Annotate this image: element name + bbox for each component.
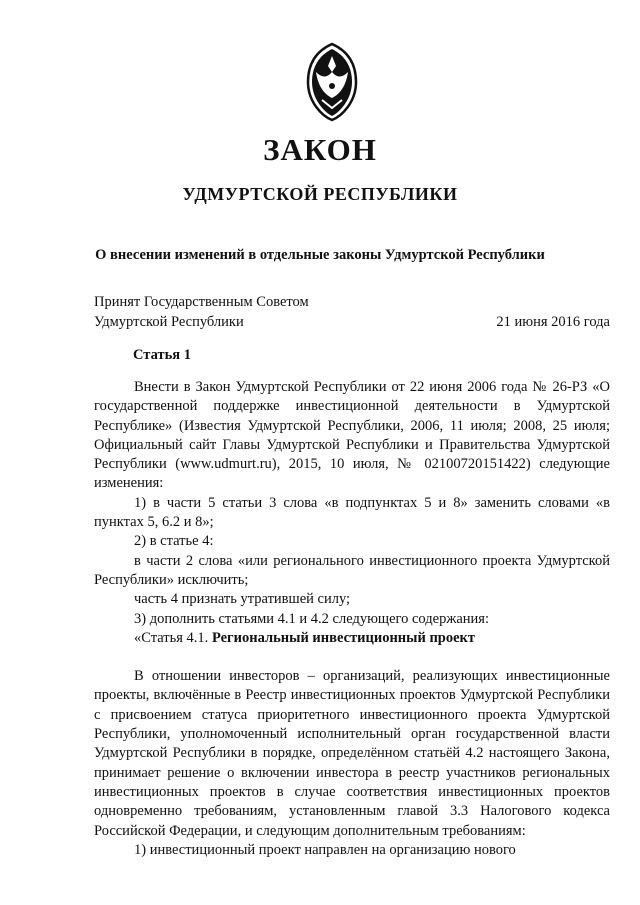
paragraph: Внести в Закон Удмуртской Республики от 22 июня 2006 года № 26-РЗ «О государственной поддержке инвестиционной деятельности в Удмуртской Республике» (Известия Удмуртской Республики, 2006, 11 июля; 2008, 25 июля; Официальный сайт Главы Удмуртской Республики и Правительства Удмуртской Республики (www.udmurt.ru), 2015, 10 июля, № 02100720151422) следующие изменения: [94, 379, 610, 492]
paragraph: 1) в части 5 статьи 3 слова «в подпунктах 5 и 8» заменить словами «в пунктах 5, 6.2 и 8»; [94, 494, 610, 531]
new-article-heading [94, 629, 610, 648]
article-body [94, 378, 610, 860]
paragraph: В отношении инвесторов – организаций, реализующих инвестиционные проекты, включённые в Реестр инвестиционных проектов Удмуртской Республики с присвоением статуса приоритетного инвестиционного проекта Удмуртской Республики, уполномоченный исполнительный орган государственной власти Удмуртской Республики в порядке, определённом статьёй 4.2 настоящего Закона, принимает решение о включении инвестора в реестр участников региональных инвестиционных проектов в случае соответствия инвестиционных проектов одновременно требованиям, установленным главой 3.3 Налогового кодекса Российской Федерации, и следующим дополнительным требованиям: [94, 668, 610, 839]
adoption-info [94, 293, 610, 332]
adopted-line-2: Удмуртской Республики [94, 313, 244, 330]
law-name: О внесении изменений в отдельные законы Удмуртской Республики [95, 247, 545, 263]
paragraph: в части 2 слова «или регионального инвестиционного проекта Удмуртской Республики» исключить; [94, 552, 610, 588]
spacer [94, 648, 610, 667]
udmurt-coat-of-arms-icon [300, 42, 364, 122]
new-article-prefix: «Статья 4.1. [134, 629, 209, 646]
document-title: ЗАКОН [263, 132, 377, 167]
adopted-line-1: Принят Государственным Советом [94, 294, 309, 310]
paragraph: часть 4 признать утратившей силу; [134, 591, 351, 608]
adopted-line-2-row [94, 313, 610, 333]
paragraph: 2) в статье 4: [134, 533, 214, 550]
document-subtitle: УДМУРТСКОЙ РЕСПУБЛИКИ [182, 184, 458, 204]
article-title: Статья 1 [133, 347, 191, 363]
paragraph: 1) инвестиционный проект направлен на организацию нового [134, 841, 516, 858]
paragraph: 3) дополнить статьями 4.1 и 4.2 следующего содержания: [134, 610, 489, 627]
new-article-title: Региональный инвестиционный проект [211, 629, 476, 646]
adoption-date: 21 июня 2016 года [496, 313, 610, 330]
